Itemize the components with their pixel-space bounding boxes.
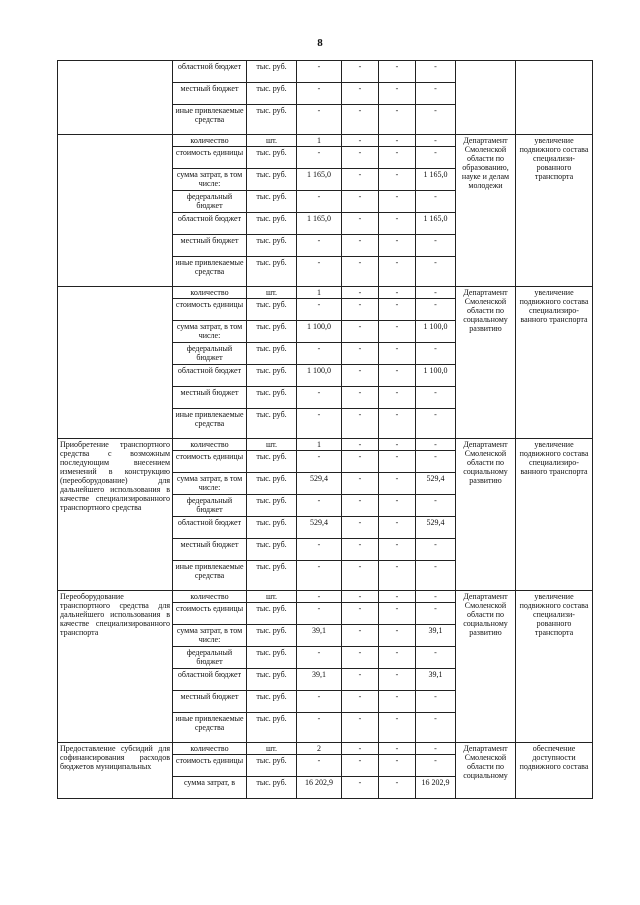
value-cell: - <box>379 235 416 257</box>
department-cell: Департамент Смоленской области по образованию, науке и делам молодежи <box>456 135 516 287</box>
value-cell: - <box>342 257 379 287</box>
value-cell: - <box>342 669 379 691</box>
table-row <box>58 287 593 299</box>
unit-cell: шт. <box>247 287 297 299</box>
value-cell: - <box>342 213 379 235</box>
activity-cell: Приобретение транспортного средства с возможным последующим внесением изменений в конструкцию (переоборудование) для дальнейшего использования в качестве специализированного транспортного средства <box>58 439 173 591</box>
value-total-cell: - <box>297 83 342 105</box>
value-cell: - <box>342 591 379 603</box>
value-cell: - <box>416 451 456 473</box>
value-total-cell: - <box>297 647 342 669</box>
indicator-cell: федеральный бюджет <box>173 191 247 213</box>
value-total-cell: 529,4 <box>297 517 342 539</box>
value-cell: - <box>342 147 379 169</box>
unit-cell: тыс. руб. <box>247 755 297 777</box>
value-cell: - <box>342 235 379 257</box>
unit-cell: тыс. руб. <box>247 409 297 439</box>
value-cell: - <box>342 743 379 755</box>
value-cell: - <box>342 343 379 365</box>
value-total-cell: 1 <box>297 135 342 147</box>
value-cell: - <box>379 473 416 495</box>
value-cell: - <box>379 591 416 603</box>
value-cell: - <box>379 625 416 647</box>
value-total-cell: - <box>297 691 342 713</box>
value-cell: - <box>342 83 379 105</box>
value-cell: - <box>379 83 416 105</box>
unit-cell: тыс. руб. <box>247 495 297 517</box>
value-cell: - <box>342 777 379 799</box>
value-cell: 39,1 <box>416 625 456 647</box>
value-cell: - <box>416 647 456 669</box>
value-cell: 529,4 <box>416 517 456 539</box>
value-cell: - <box>342 439 379 451</box>
value-total-cell: - <box>297 343 342 365</box>
indicator-cell: областной бюджет <box>173 517 247 539</box>
value-cell: - <box>342 517 379 539</box>
value-cell: - <box>379 147 416 169</box>
value-total-cell: - <box>297 235 342 257</box>
value-cell: - <box>342 451 379 473</box>
value-cell: - <box>416 191 456 213</box>
value-cell: - <box>416 439 456 451</box>
table-row <box>58 591 593 603</box>
value-cell: 1 165,0 <box>416 169 456 191</box>
value-cell: - <box>379 287 416 299</box>
value-cell: - <box>342 365 379 387</box>
unit-cell: тыс. руб. <box>247 603 297 625</box>
value-total-cell: - <box>297 191 342 213</box>
unit-cell: тыс. руб. <box>247 235 297 257</box>
value-total-cell: 16 202,9 <box>297 777 342 799</box>
value-cell: - <box>379 539 416 561</box>
indicator-cell: иные привлекаемые средства <box>173 409 247 439</box>
value-cell: - <box>342 409 379 439</box>
indicator-cell: местный бюджет <box>173 387 247 409</box>
value-cell: - <box>342 755 379 777</box>
indicator-cell: стоимость единицы <box>173 299 247 321</box>
value-cell: - <box>379 439 416 451</box>
unit-cell: тыс. руб. <box>247 539 297 561</box>
indicator-cell: местный бюджет <box>173 539 247 561</box>
page-number: 8 <box>317 37 323 49</box>
unit-cell: тыс. руб. <box>247 691 297 713</box>
result-cell <box>516 61 593 135</box>
value-cell: - <box>342 473 379 495</box>
value-cell: - <box>379 191 416 213</box>
indicator-cell: областной бюджет <box>173 61 247 83</box>
indicator-cell: стоимость единицы <box>173 451 247 473</box>
unit-cell: тыс. руб. <box>247 777 297 799</box>
value-cell: - <box>342 561 379 591</box>
indicator-cell: сумма затрат, в том числе: <box>173 625 247 647</box>
unit-cell: тыс. руб. <box>247 105 297 135</box>
value-cell: - <box>416 387 456 409</box>
value-total-cell: - <box>297 299 342 321</box>
indicator-cell: местный бюджет <box>173 691 247 713</box>
value-cell: - <box>379 777 416 799</box>
unit-cell: тыс. руб. <box>247 561 297 591</box>
value-cell: - <box>379 451 416 473</box>
unit-cell: тыс. руб. <box>247 213 297 235</box>
indicator-cell: стоимость единицы <box>173 603 247 625</box>
value-cell: - <box>342 387 379 409</box>
value-total-cell: - <box>297 495 342 517</box>
indicator-cell: количество <box>173 591 247 603</box>
value-cell: - <box>342 191 379 213</box>
indicator-cell: областной бюджет <box>173 669 247 691</box>
unit-cell: шт. <box>247 743 297 755</box>
result-cell: увеличение подвижного состава специализиро-ванного транспорта <box>516 287 593 439</box>
value-total-cell: 529,4 <box>297 473 342 495</box>
indicator-cell: сумма затрат, в том числе: <box>173 321 247 343</box>
unit-cell: шт. <box>247 439 297 451</box>
value-cell: - <box>379 517 416 539</box>
value-cell: - <box>416 299 456 321</box>
department-cell: Департамент Смоленской области по социальному <box>456 743 516 799</box>
value-total-cell: - <box>297 387 342 409</box>
value-cell: - <box>342 321 379 343</box>
value-cell: - <box>416 135 456 147</box>
unit-cell: тыс. руб. <box>247 299 297 321</box>
value-cell: - <box>416 495 456 517</box>
indicator-cell: иные привлекаемые средства <box>173 257 247 287</box>
indicator-cell: иные привлекаемые средства <box>173 561 247 591</box>
table-row <box>58 439 593 451</box>
value-total-cell: 1 100,0 <box>297 321 342 343</box>
value-cell: - <box>342 495 379 517</box>
value-cell: - <box>379 343 416 365</box>
value-cell: - <box>379 321 416 343</box>
indicator-cell: сумма затрат, в <box>173 777 247 799</box>
unit-cell: тыс. руб. <box>247 713 297 743</box>
activity-cell <box>58 135 173 287</box>
result-cell: увеличение подвижного состава специализи-рованного транспорта <box>516 591 593 743</box>
indicator-cell: сумма затрат, в том числе: <box>173 473 247 495</box>
value-cell: - <box>379 299 416 321</box>
value-cell: - <box>379 647 416 669</box>
value-cell: - <box>379 135 416 147</box>
value-cell: - <box>342 169 379 191</box>
indicator-cell: федеральный бюджет <box>173 647 247 669</box>
value-total-cell: - <box>297 561 342 591</box>
unit-cell: тыс. руб. <box>247 647 297 669</box>
activity-cell: Переоборудование транспортного средства для дальнейшего использования в качестве специализированного транспорта <box>58 591 173 743</box>
value-total-cell: - <box>297 539 342 561</box>
value-cell: - <box>379 669 416 691</box>
unit-cell: тыс. руб. <box>247 257 297 287</box>
value-cell: - <box>416 409 456 439</box>
indicator-cell: количество <box>173 439 247 451</box>
unit-cell: тыс. руб. <box>247 169 297 191</box>
value-cell: 1 165,0 <box>416 213 456 235</box>
value-cell: - <box>379 257 416 287</box>
indicator-cell: областной бюджет <box>173 213 247 235</box>
value-cell: - <box>342 135 379 147</box>
value-cell: - <box>379 743 416 755</box>
indicator-cell: количество <box>173 743 247 755</box>
value-cell: - <box>342 691 379 713</box>
unit-cell: тыс. руб. <box>247 365 297 387</box>
value-cell: - <box>342 61 379 83</box>
value-cell: - <box>379 561 416 591</box>
value-cell: - <box>342 713 379 743</box>
value-cell: - <box>416 603 456 625</box>
indicator-cell: федеральный бюджет <box>173 343 247 365</box>
value-total-cell: - <box>297 713 342 743</box>
budget-table <box>57 60 593 799</box>
value-cell: - <box>416 287 456 299</box>
value-total-cell: 39,1 <box>297 625 342 647</box>
value-cell: - <box>416 591 456 603</box>
table-row <box>58 743 593 755</box>
department-cell: Департамент Смоленской области по социальному развитию <box>456 287 516 439</box>
value-total-cell: - <box>297 409 342 439</box>
indicator-cell: местный бюджет <box>173 235 247 257</box>
value-cell: 529,4 <box>416 473 456 495</box>
value-total-cell: 1 165,0 <box>297 213 342 235</box>
value-cell: - <box>416 83 456 105</box>
value-cell: - <box>379 409 416 439</box>
table-row <box>58 135 593 147</box>
unit-cell: тыс. руб. <box>247 61 297 83</box>
value-cell: - <box>379 213 416 235</box>
value-cell: 1 100,0 <box>416 365 456 387</box>
unit-cell: тыс. руб. <box>247 517 297 539</box>
value-cell: - <box>416 235 456 257</box>
result-cell: увеличение подвижного состава специализиро-ванного транспорта <box>516 439 593 591</box>
unit-cell: шт. <box>247 135 297 147</box>
unit-cell: тыс. руб. <box>247 191 297 213</box>
unit-cell: тыс. руб. <box>247 387 297 409</box>
value-cell: - <box>416 755 456 777</box>
value-cell: 1 100,0 <box>416 321 456 343</box>
result-cell: обеспечение доступности подвижного состава <box>516 743 593 799</box>
value-cell: - <box>379 61 416 83</box>
unit-cell: тыс. руб. <box>247 83 297 105</box>
value-cell: - <box>379 105 416 135</box>
value-cell: - <box>379 603 416 625</box>
activity-cell <box>58 287 173 439</box>
value-total-cell: 2 <box>297 743 342 755</box>
value-cell: - <box>416 561 456 591</box>
indicator-cell: федеральный бюджет <box>173 495 247 517</box>
value-cell: - <box>416 343 456 365</box>
value-cell: - <box>342 539 379 561</box>
table-row <box>58 61 593 83</box>
unit-cell: тыс. руб. <box>247 147 297 169</box>
value-total-cell: - <box>297 451 342 473</box>
value-cell: 16 202,9 <box>416 777 456 799</box>
value-cell: - <box>416 539 456 561</box>
activity-cell <box>58 61 173 135</box>
value-cell: - <box>416 713 456 743</box>
value-cell: - <box>342 625 379 647</box>
value-cell: - <box>416 691 456 713</box>
value-total-cell: 1 165,0 <box>297 169 342 191</box>
value-cell: - <box>342 647 379 669</box>
indicator-cell: сумма затрат, в том числе: <box>173 169 247 191</box>
value-cell: - <box>416 147 456 169</box>
value-cell: - <box>379 169 416 191</box>
value-total-cell: - <box>297 105 342 135</box>
unit-cell: тыс. руб. <box>247 669 297 691</box>
value-cell: - <box>379 387 416 409</box>
indicator-cell: количество <box>173 135 247 147</box>
value-total-cell: - <box>297 147 342 169</box>
unit-cell: шт. <box>247 591 297 603</box>
value-cell: - <box>379 495 416 517</box>
department-cell <box>456 61 516 135</box>
value-total-cell: - <box>297 61 342 83</box>
value-total-cell: 39,1 <box>297 669 342 691</box>
value-total-cell: 1 <box>297 287 342 299</box>
unit-cell: тыс. руб. <box>247 625 297 647</box>
indicator-cell: количество <box>173 287 247 299</box>
value-total-cell: - <box>297 257 342 287</box>
table-body <box>58 61 593 799</box>
value-cell: - <box>342 105 379 135</box>
value-cell: 39,1 <box>416 669 456 691</box>
value-cell: - <box>416 61 456 83</box>
value-cell: - <box>416 257 456 287</box>
department-cell: Департамент Смоленской области по социальному развитию <box>456 591 516 743</box>
value-cell: - <box>416 105 456 135</box>
value-cell: - <box>342 603 379 625</box>
indicator-cell: иные привлекаемые средства <box>173 105 247 135</box>
indicator-cell: стоимость единицы <box>173 147 247 169</box>
value-total-cell: - <box>297 755 342 777</box>
value-cell: - <box>342 287 379 299</box>
indicator-cell: областной бюджет <box>173 365 247 387</box>
unit-cell: тыс. руб. <box>247 343 297 365</box>
value-total-cell: 1 100,0 <box>297 365 342 387</box>
department-cell: Департамент Смоленской области по социальному развитию <box>456 439 516 591</box>
result-cell: увеличение подвижного состава специализи-рованного транспорта <box>516 135 593 287</box>
indicator-cell: местный бюджет <box>173 83 247 105</box>
indicator-cell: иные привлекаемые средства <box>173 713 247 743</box>
value-total-cell: - <box>297 603 342 625</box>
value-cell: - <box>379 691 416 713</box>
indicator-cell: стоимость единицы <box>173 755 247 777</box>
value-total-cell: 1 <box>297 439 342 451</box>
unit-cell: тыс. руб. <box>247 321 297 343</box>
value-cell: - <box>416 743 456 755</box>
value-cell: - <box>342 299 379 321</box>
unit-cell: тыс. руб. <box>247 473 297 495</box>
activity-cell: Предоставление субсидий для софинансирования расходов бюджетов муниципальных <box>58 743 173 799</box>
unit-cell: тыс. руб. <box>247 451 297 473</box>
value-cell: - <box>379 365 416 387</box>
value-cell: - <box>379 713 416 743</box>
value-total-cell: - <box>297 591 342 603</box>
value-cell: - <box>379 755 416 777</box>
